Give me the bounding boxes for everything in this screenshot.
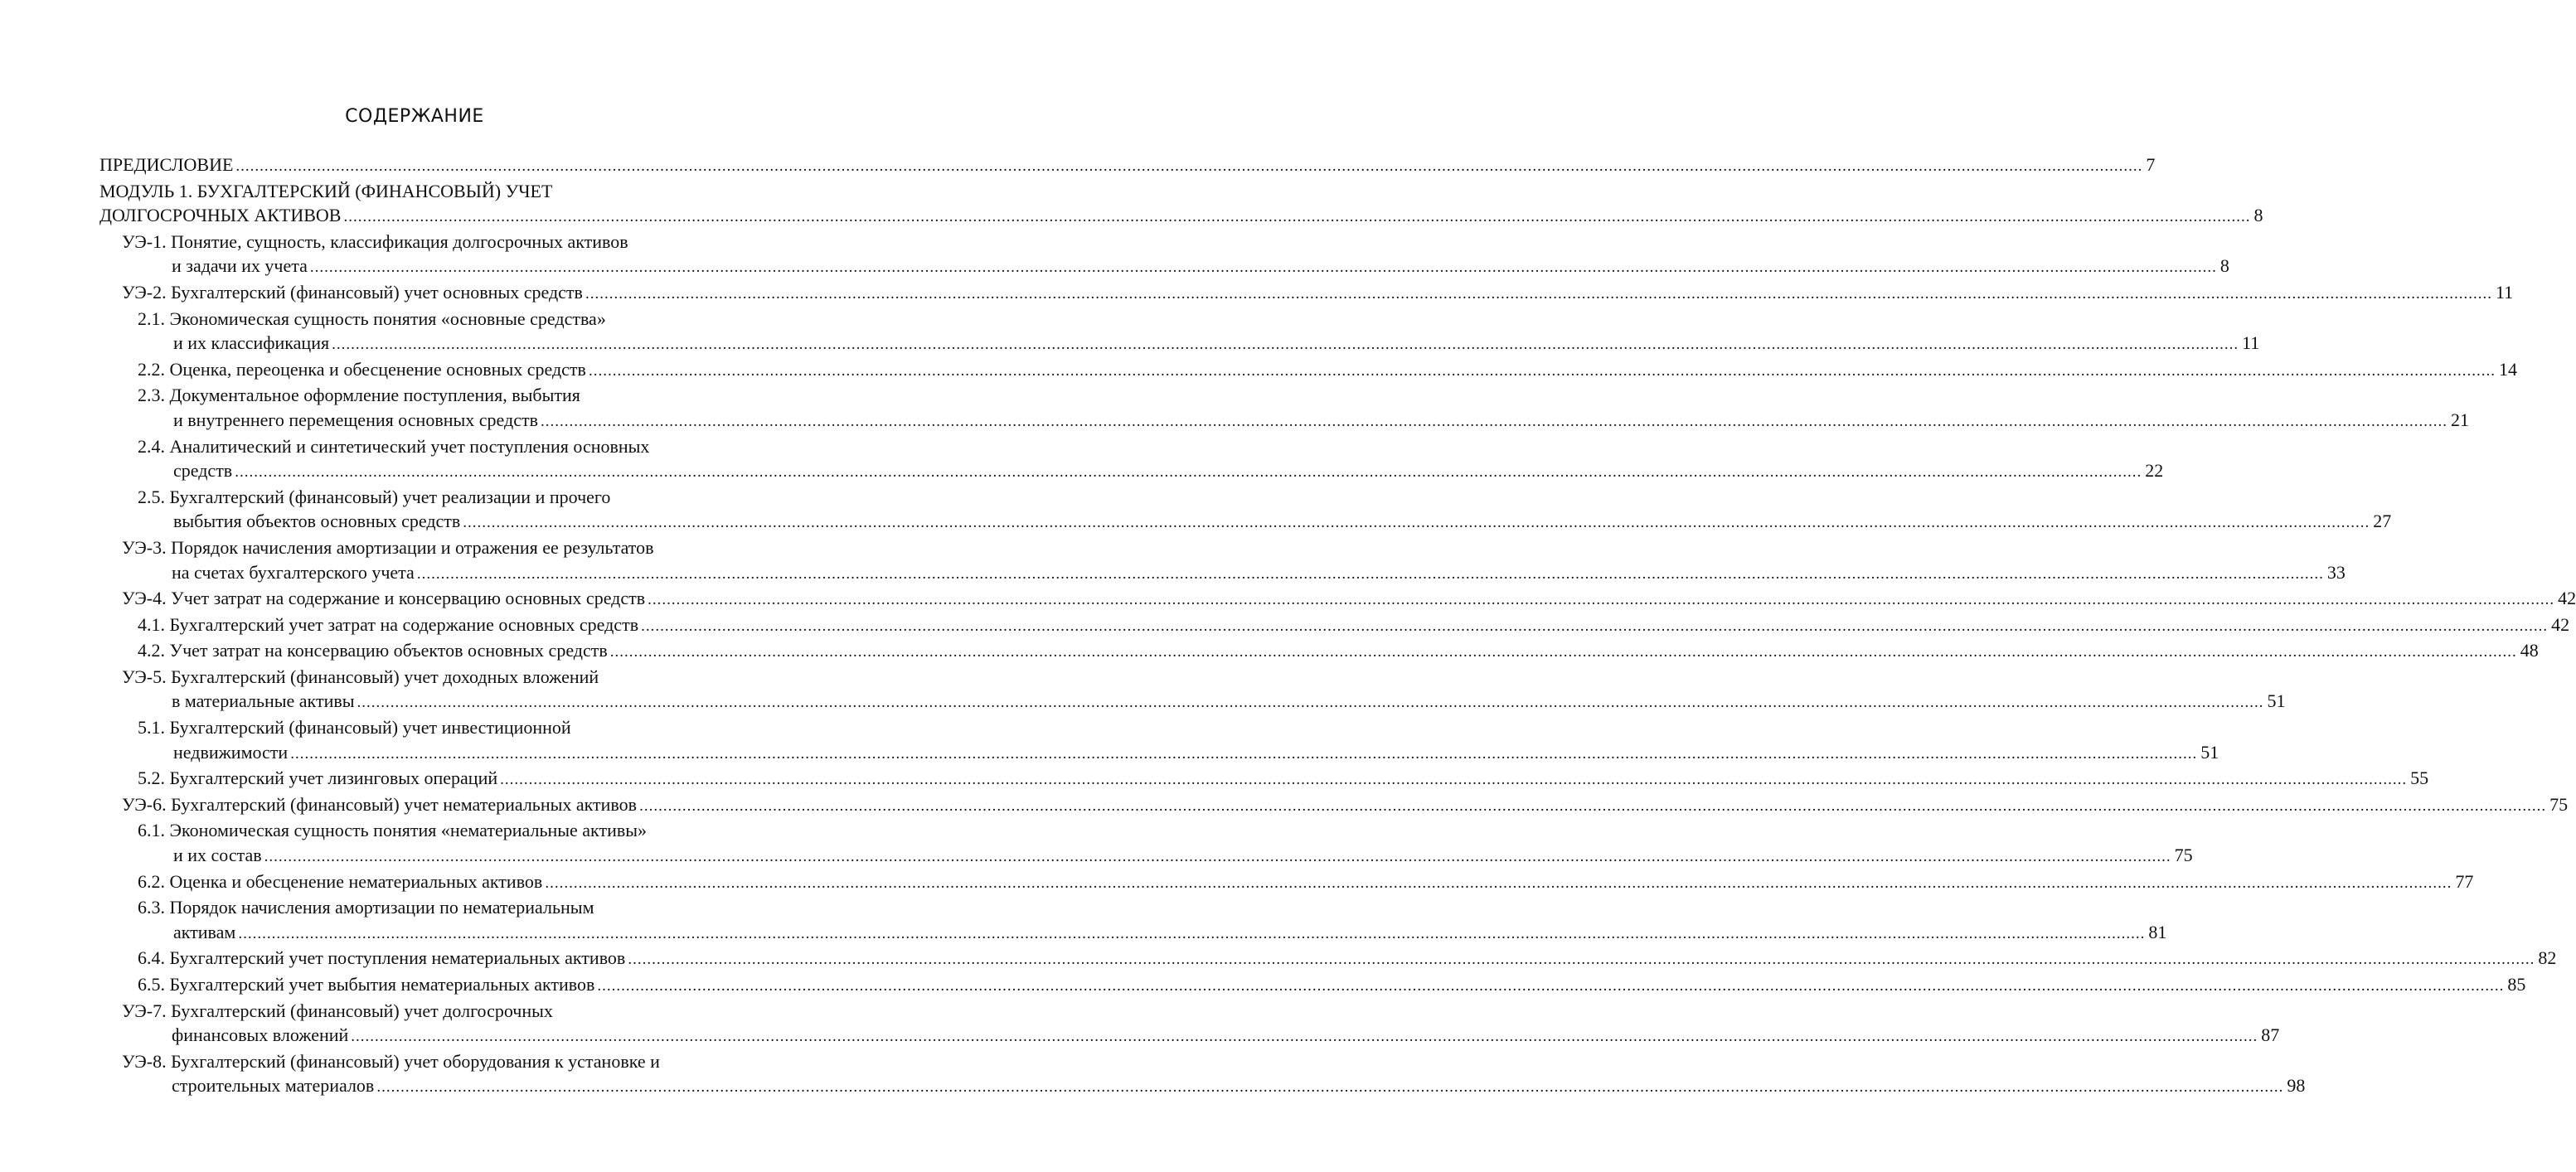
toc-entry[interactable] [0,946,2557,972]
toc-page-number: 85 [2507,974,2526,995]
toc-entry[interactable] [0,613,2570,639]
toc-page-number: 33 [2326,561,2346,583]
toc-page-number: 82 [2538,947,2557,969]
toc-entry[interactable] [0,766,2429,792]
toc-entry[interactable] [0,383,2469,433]
toc-entry-line: 6.3. Порядок начисления амортизации по нематериальным [138,897,594,918]
toc-entry[interactable] [0,535,2346,586]
toc-entry-line: 4.1. Бухгалтерский учет затрат на содержание основных средств [138,613,639,635]
dot-leader: ................................................................................................................................................................................................................................................................................................................................................................................................................ [588,361,2496,380]
dot-leader: ................................................................................................................................................................................................................................................................................................................................................................................................................ [309,259,2217,277]
toc-page-number: 7 [2146,154,2156,175]
toc-page-number: 8 [2253,205,2263,226]
toc-page-number: 22 [2145,460,2164,482]
dot-leader: ................................................................................................................................................................................................................................................................................................................................................................................................................ [290,744,2198,763]
toc-entry[interactable] [0,999,2280,1049]
toc-entry-line: 6.1. Экономическая сущность понятия «нематериальные активы» [138,820,648,841]
dot-leader: ................................................................................................................................................................................................................................................................................................................................................................................................................ [540,412,2447,430]
toc-entry-line: УЭ-4. Учет затрат на содержание и консервацию основных средств [122,588,646,609]
toc-entry-line: активам [173,921,236,942]
dot-leader: ................................................................................................................................................................................................................................................................................................................................................................................................................ [545,874,2452,892]
toc-entry-line: финансовых вложений [172,1024,349,1046]
toc-entry-line: УЭ-1. Понятие, сущность, классификация долгосрочных активов [122,230,628,252]
toc-entry[interactable] [0,818,2193,869]
toc-entry-line: в материальные активы [172,690,355,712]
dot-leader: ................................................................................................................................................................................................................................................................................................................................................................................................................ [597,977,2505,995]
toc-page-number: 14 [2498,358,2517,380]
toc-entry[interactable] [0,586,2576,613]
toc-entry-line: УЭ-7. Бухгалтерский (финансовый) учет долгосрочных [122,1000,553,1021]
toc-page-number: 11 [2242,332,2260,354]
dot-leader: ................................................................................................................................................................................................................................................................................................................................................................................................................ [264,848,2171,866]
toc-entry[interactable] [0,357,2517,384]
toc-entry[interactable] [0,179,2263,230]
toc-entry-line: УЭ-8. Бухгалтерский (финансовый) учет оборудования к установке и [122,1050,660,1072]
toc-entry-line: 2.5. Бухгалтерский (финансовый) учет реализации и прочего [138,486,611,507]
toc-entry-line: 6.2. Оценка и обесценение нематериальных активов [138,870,543,892]
toc-entry[interactable] [0,792,2569,819]
toc-page-number: 27 [2373,511,2392,532]
toc-entry[interactable] [0,280,2514,307]
toc-entry-line: выбытия объектов основных средств [173,511,461,532]
toc-page-number: 77 [2455,870,2474,892]
toc-entry-line: 5.1. Бухгалтерский (финансовый) учет инвестиционной [138,717,571,739]
toc-entry-line: и задачи их учета [172,255,308,277]
toc-page-number: 48 [2520,640,2539,661]
page-title: СОДЕРЖАНИЕ [345,106,484,127]
toc-entry-line: УЭ-6. Бухгалтерский (финансовый) учет нематериальных активов [122,793,638,815]
toc-page-number: 42 [2558,588,2576,609]
dot-leader: ................................................................................................................................................................................................................................................................................................................................................................................................................ [343,208,2251,226]
toc-entry[interactable] [0,153,2156,179]
toc-entry-line: 6.5. Бухгалтерский учет выбытия нематериальных активов [138,974,595,995]
dot-leader: ................................................................................................................................................................................................................................................................................................................................................................................................................ [463,514,2370,532]
dot-leader: ................................................................................................................................................................................................................................................................................................................................................................................................................ [332,336,2239,354]
toc-entry[interactable] [0,230,2229,280]
toc-entry-line: 5.2. Бухгалтерский учет лизинговых операций [138,768,498,789]
dot-leader: ................................................................................................................................................................................................................................................................................................................................................................................................................ [238,924,2146,942]
toc-entry-line: 2.3. Документальное оформление поступления, выбытия [138,385,580,406]
toc-entry-line: ПРЕДИСЛОВИЕ [99,154,234,175]
dot-leader: ................................................................................................................................................................................................................................................................................................................................................................................................................ [641,617,2549,635]
toc-entry-line: 6.4. Бухгалтерский учет поступления нематериальных активов [138,947,626,969]
toc-entry-line: 4.2. Учет затрат на консервацию объектов основных средств [138,640,608,661]
toc-page-number: 8 [2219,255,2229,277]
toc-entry-line: 2.4. Аналитический и синтетический учет поступления основных [138,435,650,457]
toc-page-number: 11 [2495,281,2514,303]
toc-entry-line: УЭ-2. Бухгалтерский (финансовый) учет основных средств [122,281,583,303]
toc-entry[interactable] [0,665,2286,715]
toc-entry[interactable] [0,434,2164,485]
toc-entry-line: МОДУЛЬ 1. БУХГАЛТЕРСКИЙ (ФИНАНСОВЫЙ) УЧЕТ [99,180,553,201]
dot-leader: ................................................................................................................................................................................................................................................................................................................................................................................................................ [639,797,2547,815]
dot-leader: ................................................................................................................................................................................................................................................................................................................................................................................................................ [416,564,2324,583]
toc-entry[interactable] [0,485,2392,535]
toc-page-number: 81 [2148,921,2167,942]
toc-entry[interactable] [0,972,2526,999]
toc-page-number: 55 [2410,768,2429,789]
dot-leader: ................................................................................................................................................................................................................................................................................................................................................................................................................ [500,771,2408,789]
toc-page-number: 75 [2549,793,2569,815]
toc-entry-line: УЭ-3. Порядок начисления амортизации и отражения ее результатов [122,536,654,558]
dot-leader: ................................................................................................................................................................................................................................................................................................................................................................................................................ [235,157,2143,175]
dot-leader: ................................................................................................................................................................................................................................................................................................................................................................................................................ [376,1078,2284,1097]
toc-entry[interactable] [0,307,2260,357]
toc-entry-line: УЭ-5. Бухгалтерский (финансовый) учет доходных вложений [122,666,599,687]
dot-leader: ................................................................................................................................................................................................................................................................................................................................................................................................................ [628,951,2535,969]
toc-entry-line: и их классификация [173,332,330,354]
toc-page-number: 87 [2261,1024,2280,1046]
toc-page-number: 51 [2267,690,2286,712]
toc-page-number: 75 [2174,845,2193,866]
toc-entry-line: 2.2. Оценка, переоценка и обесценение основных средств [138,358,586,380]
dot-leader: ................................................................................................................................................................................................................................................................................................................................................................................................................ [235,463,2142,482]
toc-page-number: 51 [2200,741,2219,763]
toc-entry-line: на счетах бухгалтерского учета [172,561,415,583]
toc-entry[interactable] [0,895,2167,946]
toc-entry[interactable] [0,638,2539,665]
dot-leader: ................................................................................................................................................................................................................................................................................................................................................................................................................ [357,694,2264,712]
toc-entry-line: недвижимости [173,741,289,763]
toc-page-number: 42 [2551,613,2570,635]
toc-page-number: 98 [2287,1075,2306,1097]
toc-entry-line: 2.1. Экономическая сущность понятия «основные средства» [138,308,606,329]
dot-leader: ................................................................................................................................................................................................................................................................................................................................................................................................................ [585,284,2492,303]
dot-leader: ................................................................................................................................................................................................................................................................................................................................................................................................................ [648,591,2555,609]
toc-page-number: 21 [2450,409,2469,430]
toc-entry-line: и их состав [173,845,262,866]
dot-leader: ................................................................................................................................................................................................................................................................................................................................................................................................................ [609,643,2517,661]
toc-entry-line: и внутреннего перемещения основных средств [173,409,538,430]
toc-entry[interactable] [0,869,2474,896]
toc-entry-line: строительных материалов [172,1075,375,1097]
toc-entry-line: ДОЛГОСРОЧНЫХ АКТИВОВ [99,205,342,226]
dot-leader: ................................................................................................................................................................................................................................................................................................................................................................................................................ [351,1028,2258,1046]
toc-entry-line: средств [173,460,233,482]
toc-entry[interactable] [0,1049,2306,1100]
toc-entry[interactable] [0,715,2219,766]
table-of-contents [0,153,2576,1100]
